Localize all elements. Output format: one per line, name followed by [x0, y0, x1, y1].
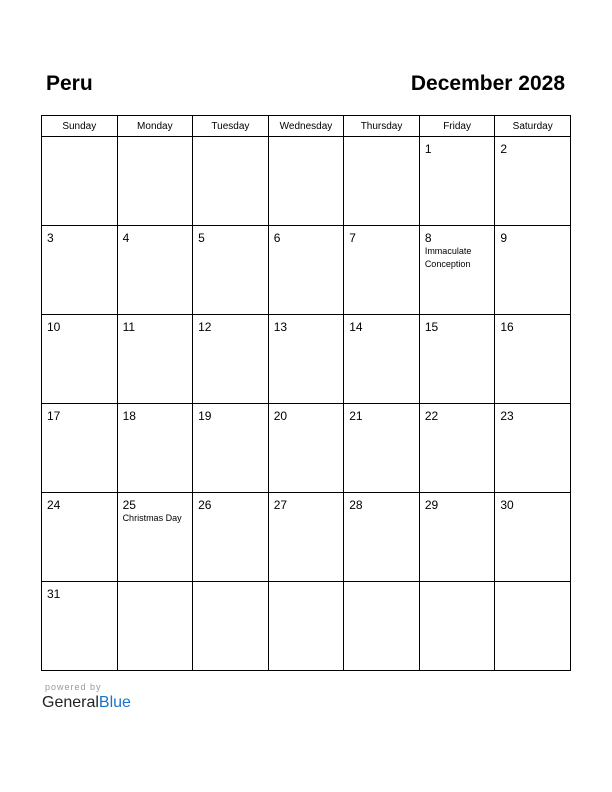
day-number: 7	[349, 231, 356, 245]
generalblue-logo[interactable]	[42, 693, 131, 713]
day-number: 3	[47, 231, 54, 245]
weekday-header-row	[42, 116, 571, 137]
holiday-label: Immaculate Conception	[424, 246, 472, 269]
day-cell	[117, 493, 193, 582]
week-row	[42, 315, 571, 404]
day-cell	[495, 404, 571, 493]
month-year-title: December 2028	[410, 72, 565, 95]
weekday-friday: Friday	[419, 116, 495, 137]
day-cell	[344, 493, 420, 582]
day-number: 14	[349, 320, 363, 334]
day-number: 9	[500, 231, 508, 245]
day-number: 16	[500, 320, 514, 334]
day-number	[269, 137, 344, 142]
day-cell	[193, 315, 269, 404]
day-number: 13	[273, 320, 288, 334]
day-number: 2	[500, 142, 508, 156]
day-cell	[117, 404, 193, 493]
day-number: 26	[198, 498, 212, 512]
day-number: 24	[47, 498, 61, 512]
day-cell	[268, 226, 344, 315]
day-cell	[344, 226, 420, 315]
brand-general-text: General	[42, 694, 99, 711]
day-number: 28	[349, 498, 363, 512]
day-cell	[42, 315, 118, 404]
day-cell	[419, 404, 495, 493]
day-number: 17	[47, 409, 61, 423]
holiday-label: Christmas Day	[122, 513, 182, 523]
weekday-thursday: Thursday	[344, 116, 420, 137]
day-cell	[419, 493, 495, 582]
day-cell	[42, 226, 118, 315]
day-number	[495, 582, 570, 587]
day-number: 19	[198, 409, 212, 423]
day-number: 21	[349, 409, 363, 423]
day-cell	[419, 582, 495, 671]
day-cell	[117, 226, 193, 315]
day-cell	[117, 582, 193, 671]
day-number: 1	[424, 142, 432, 156]
day-number: 10	[47, 320, 61, 334]
day-number	[193, 137, 268, 142]
week-row	[42, 137, 571, 226]
day-number: 30	[500, 498, 514, 512]
day-number: 22	[424, 409, 439, 423]
day-number: 6	[273, 231, 281, 245]
calendar-grid	[41, 115, 571, 671]
day-cell	[193, 493, 269, 582]
day-number: 23	[500, 409, 514, 423]
day-cell	[117, 137, 193, 226]
day-cell	[42, 137, 118, 226]
day-cell	[42, 493, 118, 582]
day-cell	[193, 582, 269, 671]
day-number: 29	[424, 498, 439, 512]
day-number: 31	[47, 587, 61, 601]
day-number	[42, 137, 117, 142]
day-cell	[268, 404, 344, 493]
day-number	[344, 582, 419, 587]
day-cell	[495, 582, 571, 671]
day-number: 11	[122, 320, 136, 334]
day-cell	[344, 404, 420, 493]
day-cell	[193, 404, 269, 493]
day-number	[420, 582, 495, 587]
day-cell	[268, 493, 344, 582]
powered-by-text: powered by	[45, 682, 102, 692]
day-number: 12	[198, 320, 212, 334]
day-cell	[117, 315, 193, 404]
day-cell	[42, 404, 118, 493]
day-number	[193, 582, 268, 587]
week-row	[42, 493, 571, 582]
brand-blue-text: Blue	[98, 694, 131, 711]
weekday-tuesday: Tuesday	[193, 116, 269, 137]
day-cell	[268, 582, 344, 671]
day-number	[118, 582, 193, 587]
day-cell	[268, 315, 344, 404]
weekday-monday: Monday	[117, 116, 193, 137]
country-title: Peru	[46, 72, 93, 95]
day-number: 8	[424, 231, 432, 245]
day-cell	[344, 582, 420, 671]
day-number: 5	[198, 231, 205, 245]
day-cell	[42, 582, 118, 671]
weekday-sunday: Sunday	[42, 116, 118, 137]
week-row	[42, 582, 571, 671]
day-cell	[344, 137, 420, 226]
day-number: 15	[424, 320, 439, 334]
day-cell	[193, 137, 269, 226]
weekday-wednesday: Wednesday	[268, 116, 344, 137]
day-cell	[268, 137, 344, 226]
day-number	[118, 137, 193, 142]
day-cell	[495, 137, 571, 226]
day-number: 25	[122, 498, 136, 512]
day-cell	[419, 315, 495, 404]
week-row	[42, 226, 571, 315]
day-cell	[193, 226, 269, 315]
day-number	[344, 137, 419, 142]
day-number	[269, 582, 344, 587]
day-cell	[419, 137, 495, 226]
day-cell	[495, 226, 571, 315]
day-cell	[419, 226, 495, 315]
day-cell	[495, 315, 571, 404]
day-number: 27	[273, 498, 288, 512]
weekday-saturday: Saturday	[495, 116, 571, 137]
day-number: 20	[273, 409, 288, 423]
day-number: 18	[122, 409, 136, 423]
day-cell	[344, 315, 420, 404]
day-cell	[495, 493, 571, 582]
week-row	[42, 404, 571, 493]
day-number: 4	[122, 231, 130, 245]
